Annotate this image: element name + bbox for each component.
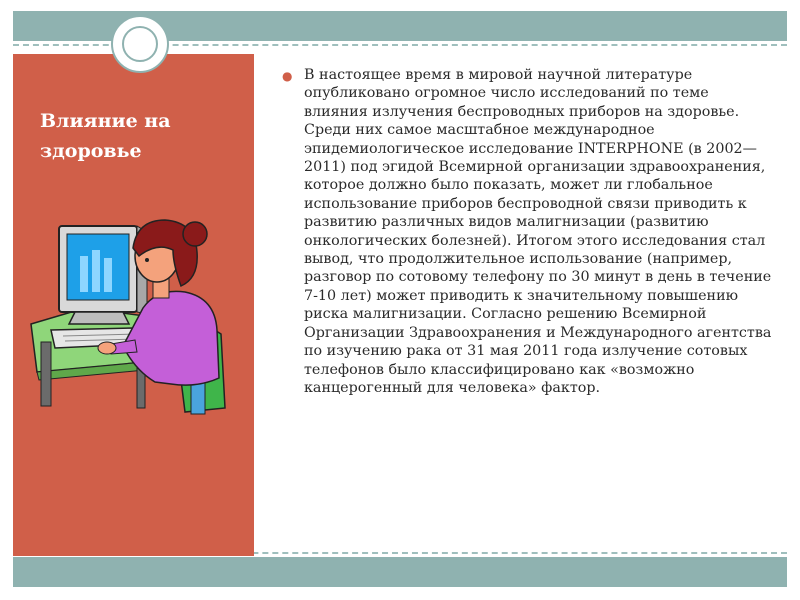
circle-medallion-icon: [111, 15, 169, 73]
slide-title: Влияние на здоровье: [40, 110, 171, 162]
medallion-inner-ring: [122, 26, 158, 62]
body-bullet-list: [282, 66, 777, 397]
body-paragraph: [282, 66, 777, 397]
woman-at-computer-icon: [25, 212, 251, 424]
body-text: В настоящее время в мировой научной литературе опубликовано огромное число исследований по теме влияния излучения беспроводных приборов на здоровье. Среди них самое масштабное международное эпидемиологическое исследование INTERPHONE (в 2002—2011) под эгидой Всемирной организации здравоохранения, которое должно было показать, может ли глобальное использование приборов беспроводной связи приводить к развитию различных видов малигнизации (развитию онкологических болезней). Итогом этого исследования стал вывод, что продолжительное использование (например, разговор по сотовому телефону по 30 минут в день в течение 7-10 лет) может приводить к значительному повышению риска малигнизации. Согласно решению Всемирной Организации Здравоохранения и Международного агентства по изучению рака от 31 мая 2011 года излучение сотовых телефонов было классифицировано как «возможно канцерогенный для человека» фактор.: [304, 67, 772, 396]
bottom-decorative-band: [13, 557, 787, 587]
bullet-icon: ●: [282, 69, 293, 83]
